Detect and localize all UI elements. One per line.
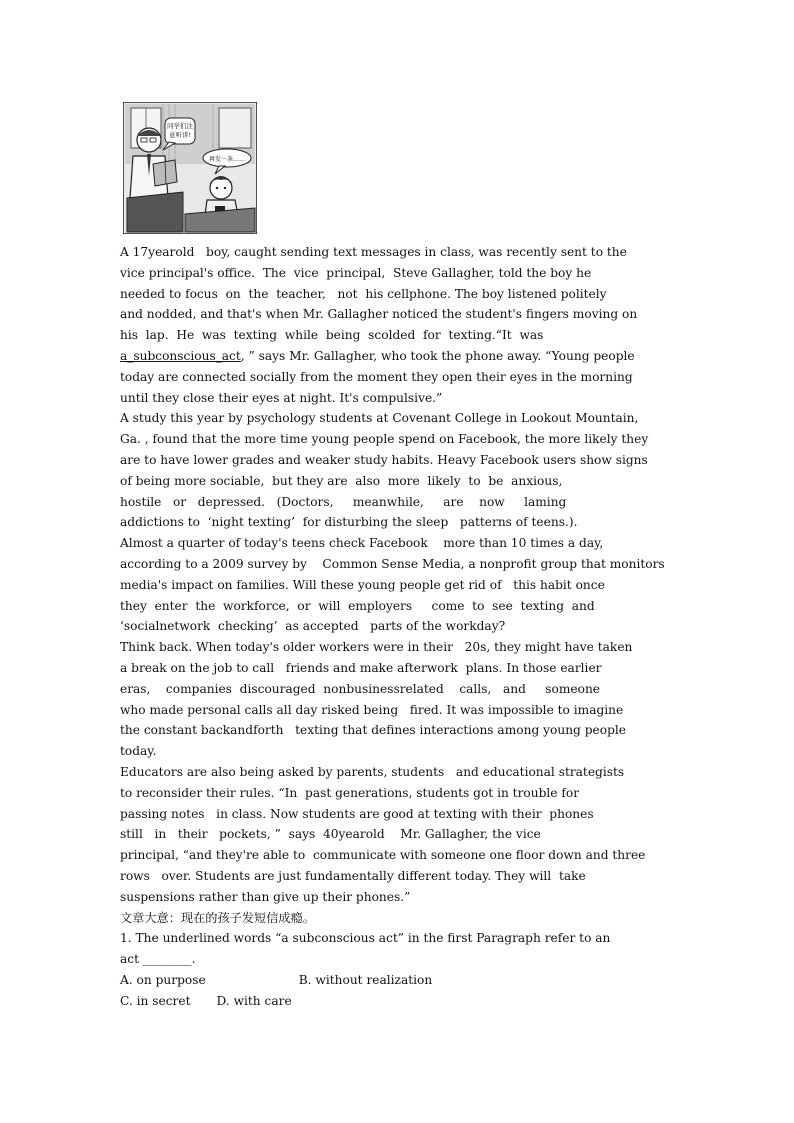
text-line: suspensions rather than give up their phones.” [120, 889, 411, 904]
text-line: according to a 2009 survey by Common Sense Media, a nonprofit group that monitors [120, 556, 665, 571]
text-line: principal, “and they're able to communicate with someone one floor down and three [120, 848, 646, 863]
text-line: needed to focus on the teacher, not his cellphone. The boy listened politely [120, 286, 607, 301]
text-line: vice principal's office. The vice principal, Steve Gallagher, told the boy he [120, 265, 592, 280]
text-line: and nodded, and that's when Mr. Gallagher noticed the student's fingers moving on [120, 307, 638, 322]
text-line: Ga. , found that the more time young people spend on Facebook, the more likely they [120, 432, 649, 447]
text-line: hostile or depressed. (Doctors, meanwhile, are now laming [120, 494, 567, 509]
underlined-phrase: a_subconscious_act [120, 348, 241, 363]
question-1-stem: 1. The underlined words “a subconscious act” in the first Paragraph refer to an [120, 931, 611, 946]
options-row-1 [120, 970, 720, 991]
text-line: who made personal calls all day risked being fired. It was impossible to imagine [120, 702, 624, 717]
text-line: are to have lower grades and weaker study habits. Heavy Facebook users show signs [120, 452, 648, 467]
text-line: A 17yearold boy, caught sending text messages in class, was recently sent to the [120, 245, 627, 259]
text-line: his lap. He was texting while being scolded for texting.“It was [120, 328, 544, 343]
text-line: addictions to ‘night texting’ for disturbing the sleep patterns of teens.). [120, 515, 578, 530]
student-bubble-text: 再发一条…… [208, 156, 246, 163]
text-line: Educators are also being asked by parents, students and educational strategists [120, 764, 625, 779]
text-line: A study this year by psychology students at Covenant College in Lookout Mountain, [120, 411, 639, 426]
article-summary: 文章大意：现在的孩子发短信成瘾。 [120, 910, 315, 925]
options-row-2 [120, 991, 720, 1012]
text-line: the constant backandforth texting that defines interactions among young people [120, 723, 626, 738]
question-1-blank: act ________. [120, 952, 196, 967]
paragraph-3 [120, 637, 720, 762]
classroom-cartoon-image [123, 102, 257, 234]
text-line: eras, companies discouraged nonbusinessrelated calls, and someone [120, 681, 601, 696]
teacher-bubble-text: 同学们注意听讲! [167, 122, 193, 139]
text-line: Almost a quarter of today's teens check Facebook more than 10 times a day, [120, 536, 604, 551]
text-line: Think back. When today's older workers were in their 20s, they might have taken [120, 640, 633, 655]
text-line: media's impact on families. Will these young people get rid of this habit once [120, 577, 605, 592]
text-line: to reconsider their rules. “In past generations, students got in trouble for [120, 785, 580, 800]
text-line: until they close their eyes at night. It's compulsive.” [120, 390, 443, 405]
text-line: they enter the workforce, or will employers come to see texting and [120, 598, 595, 613]
option-b: B. without realization [298, 972, 433, 987]
text-line: a break on the job to call friends and make afterwork plans. In those earlier [120, 660, 602, 675]
option-d: D. with care [216, 993, 292, 1008]
text-line: rows over. Students are just fundamentally different today. They will take [120, 868, 586, 883]
paragraph-1 [120, 242, 720, 408]
text-line: a_subconscious_act, ” says Mr. Gallagher, who took the phone away. “Young people [120, 348, 635, 363]
text-line: today. [120, 744, 157, 759]
text-line: passing notes in class. Now students are good at texting with their phones [120, 806, 594, 821]
text-line: ‘socialnetwork checking’ as accepted parts of the workday? [120, 619, 506, 634]
paragraph-4 [120, 762, 720, 908]
text-line: today are connected socially from the moment they open their eyes in the morning [120, 369, 633, 384]
text-line: of being more sociable, but they are also more likely to be anxious, [120, 473, 563, 488]
article-text [120, 242, 720, 1011]
option-a: A. on purpose [120, 972, 206, 987]
paragraph-2 [120, 408, 720, 637]
text-line: still in their pockets, ” says 40yearold Mr. Gallagher, the vice [120, 827, 541, 842]
option-c: C. in secret [120, 993, 191, 1008]
